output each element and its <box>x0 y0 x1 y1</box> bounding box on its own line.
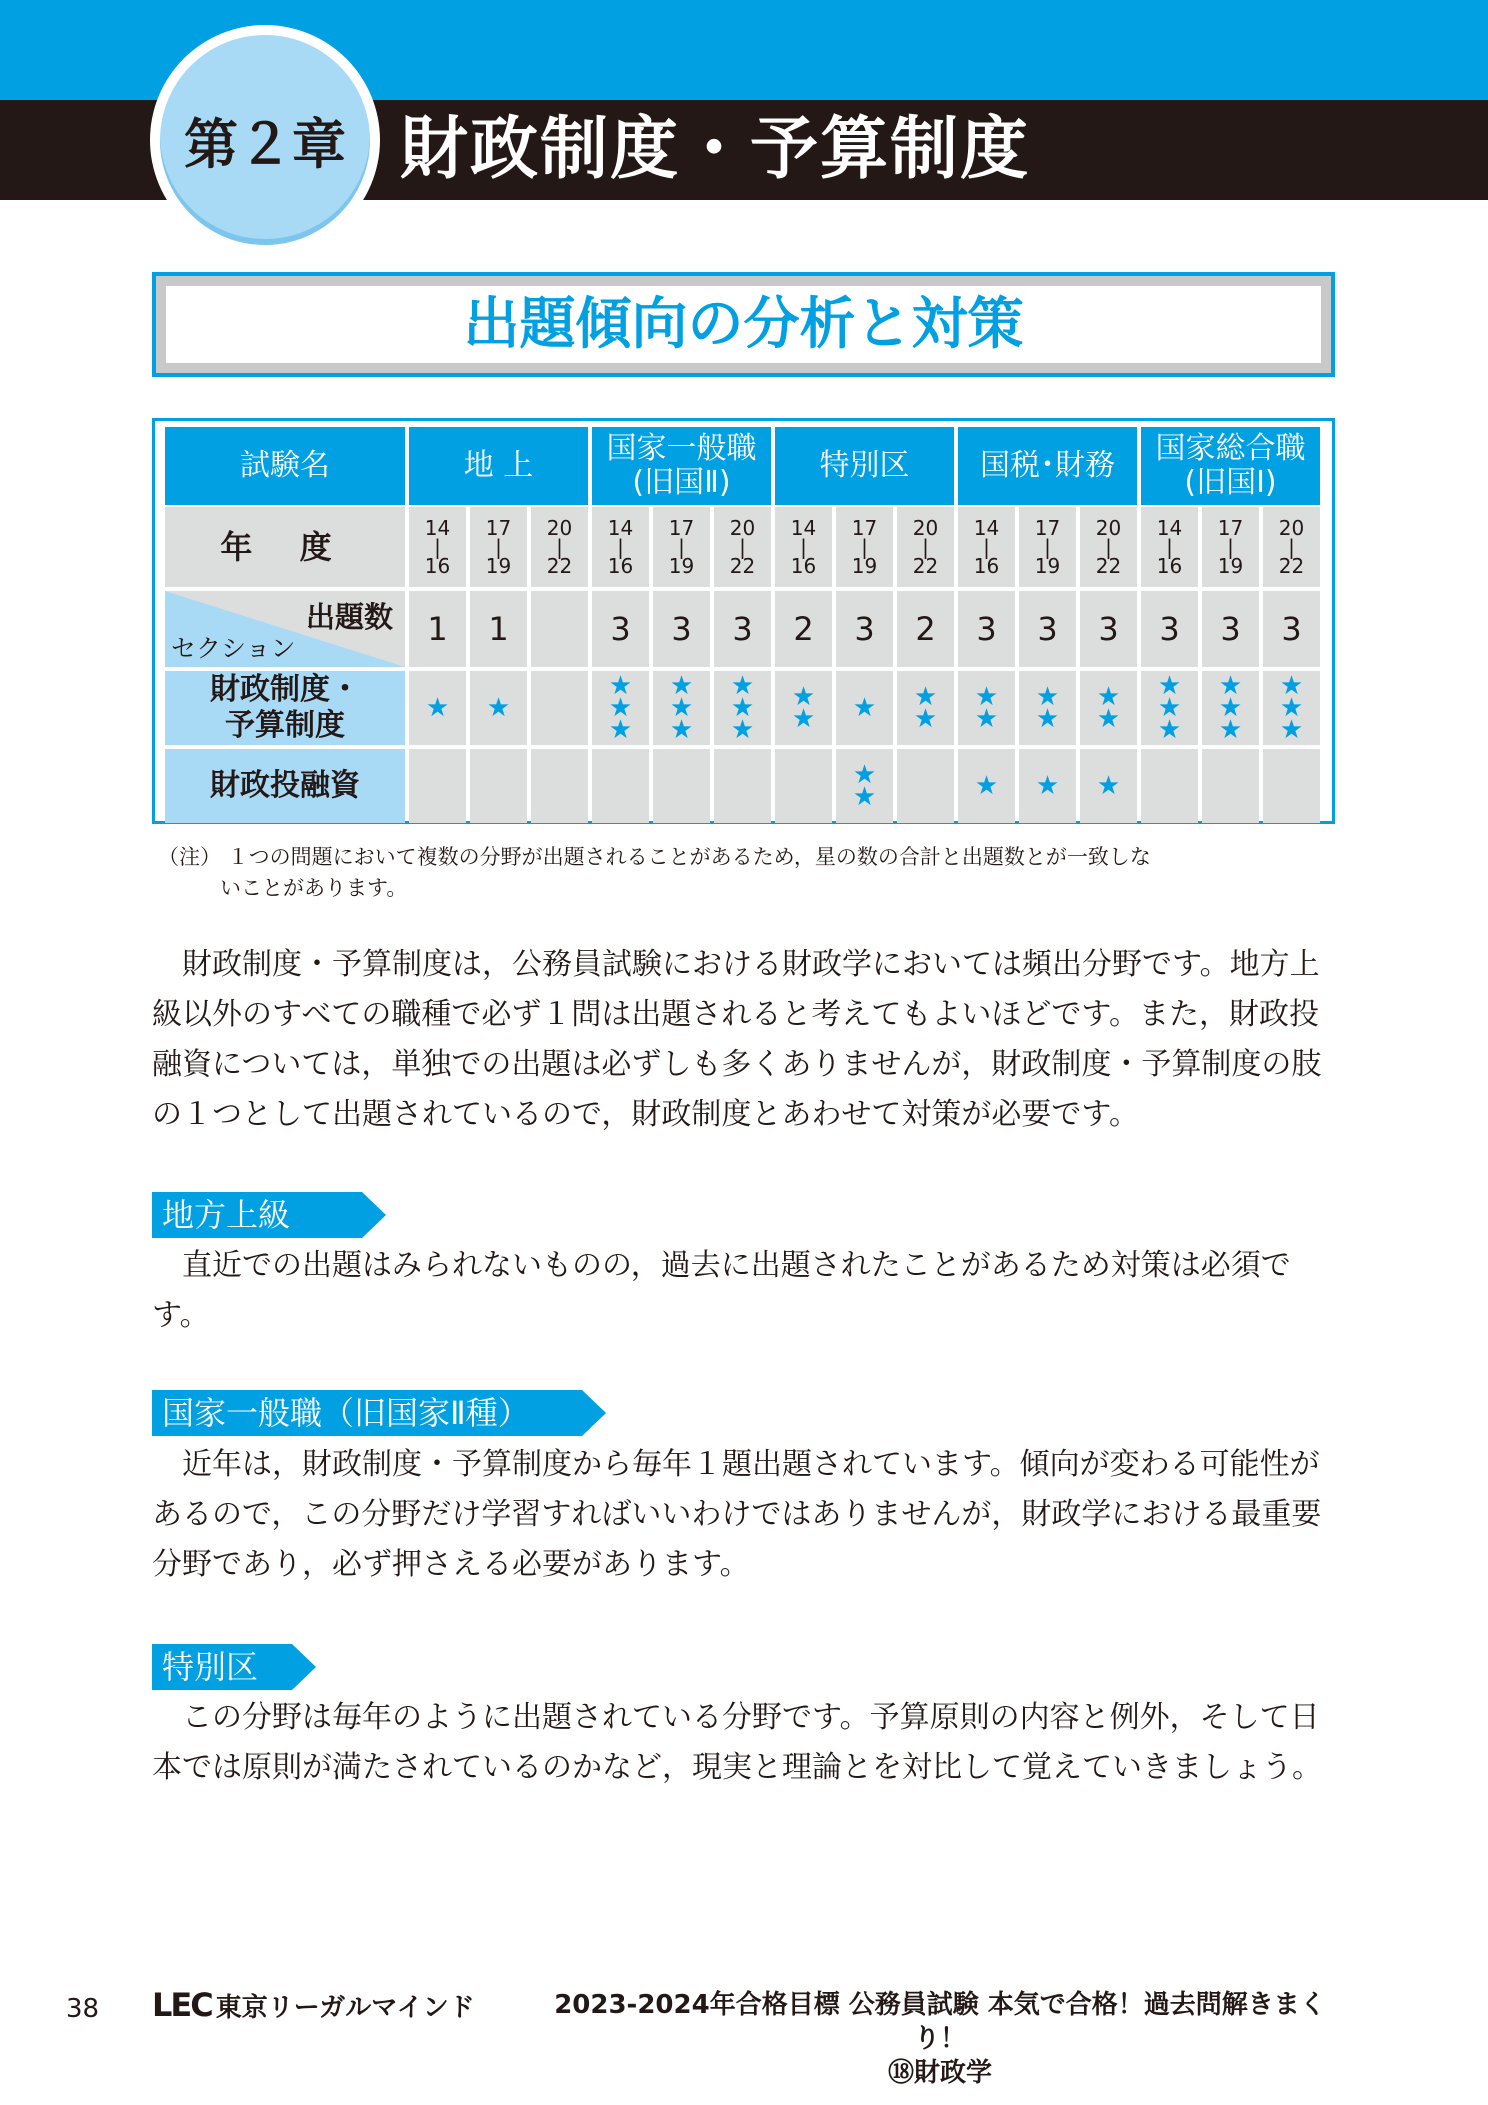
section-text: この分野は毎年のように出題されている分野です。予算原則の内容と例外，そして日本では原則が満たされているのかなど，現実と理論とを対比して覚えていきましょう。 <box>152 1700 1322 1785</box>
question-count: 3 <box>714 587 771 667</box>
star-cell <box>1019 667 1076 745</box>
question-count: 3 <box>1080 587 1137 667</box>
year-range: 14 | 16 <box>958 505 1015 587</box>
note-line: （注） １つの問題において複数の分野が出題されることがあるため，星の数の合計と出題数とが一致しな <box>158 845 1151 869</box>
star-icon: ★ <box>669 671 694 701</box>
star-cell <box>592 745 649 823</box>
star-icon: ★ <box>669 715 694 745</box>
book-title-line: 2023-2024年合格目標 公務員試験 本気で合格！過去問解きまくり！ <box>554 1990 1326 2054</box>
table-count-row <box>165 587 1320 667</box>
book-volume: ⑱財政学 <box>887 2058 992 2088</box>
star-cell <box>836 667 893 745</box>
star-cell <box>1202 745 1259 823</box>
exam-name-header: 試験名 <box>165 427 405 505</box>
star-icon: ★ <box>1096 771 1121 801</box>
table-row <box>165 667 1320 745</box>
star-icon: ★ <box>1035 682 1060 712</box>
section-tag-chiho: 地方上級 <box>152 1192 362 1238</box>
star-icon: ★ <box>852 760 877 790</box>
section-heading-box <box>152 272 1335 377</box>
chapter-title: 財政制度・予算制度 <box>400 110 1031 189</box>
table-row <box>165 745 1320 823</box>
question-count: 1 <box>409 587 466 667</box>
star-icon: ★ <box>974 771 999 801</box>
intro-paragraph: 財政制度・予算制度は，公務員試験における財政学においては頻出分野です。地方上級以外のすべての職種で必ず１問は出題されると考えてもよいほどです。また，財政投融資については，単独での出題は必ずしも多くありませんが，財政制度・予算制度の肢の１つとして出題されているので，財政制度とあわせて対策が必要です。 <box>152 947 1322 1132</box>
year-range: 20 | 22 <box>897 505 954 587</box>
star-cell <box>409 667 466 745</box>
exam-frequency-table <box>152 418 1335 824</box>
star-icon: ★ <box>608 671 633 701</box>
star-icon: ★ <box>1157 693 1182 723</box>
section-tag-kokka-ippan: 国家一般職（旧国家Ⅱ種） <box>152 1390 582 1436</box>
question-count <box>531 587 588 667</box>
star-icon: ★ <box>974 682 999 712</box>
star-cell <box>897 745 954 823</box>
star-icon: ★ <box>730 693 755 723</box>
count-section-header <box>165 587 405 667</box>
publisher-logo <box>152 1988 475 2022</box>
year-range: 20 | 22 <box>531 505 588 587</box>
star-cell <box>409 745 466 823</box>
star-icon: ★ <box>913 704 938 734</box>
question-count: 2 <box>775 587 832 667</box>
year-range: 17 | 19 <box>836 505 893 587</box>
star-icon: ★ <box>1157 715 1182 745</box>
star-cell <box>1141 745 1198 823</box>
year-range: 20 | 22 <box>1080 505 1137 587</box>
star-icon: ★ <box>1218 693 1243 723</box>
question-count: 3 <box>1019 587 1076 667</box>
star-cell <box>1019 745 1076 823</box>
star-cell <box>1263 745 1320 823</box>
star-icon: ★ <box>1096 704 1121 734</box>
star-cell <box>1080 745 1137 823</box>
star-cell <box>592 667 649 745</box>
star-cell <box>958 745 1015 823</box>
year-range: 17 | 19 <box>470 505 527 587</box>
question-count: 3 <box>836 587 893 667</box>
year-range: 20 | 22 <box>1263 505 1320 587</box>
star-cell <box>775 667 832 745</box>
star-cell <box>653 745 710 823</box>
exam-header: 特別区 <box>775 427 954 505</box>
star-cell <box>958 667 1015 745</box>
star-icon: ★ <box>486 693 511 723</box>
section-text: 近年は，財政制度・予算制度から毎年１題出題されています。傾向が変わる可能性があるので，この分野だけ学習すればいいわけではありませんが，財政学における最重要分野であり，必ず押さえる必要があります。 <box>152 1447 1322 1582</box>
star-icon: ★ <box>1218 671 1243 701</box>
table-header-row <box>165 427 1320 505</box>
row-label: 財政投融資 <box>165 745 405 823</box>
star-icon: ★ <box>852 782 877 812</box>
exam-header: 地 上 <box>409 427 588 505</box>
book-title <box>540 1988 1340 2090</box>
page-number: 38 <box>66 1994 100 2024</box>
question-count: 2 <box>897 587 954 667</box>
star-cell <box>1080 667 1137 745</box>
star-cell <box>836 745 893 823</box>
star-icon: ★ <box>974 704 999 734</box>
question-count: 3 <box>1263 587 1320 667</box>
star-icon: ★ <box>1035 704 1060 734</box>
question-count: 3 <box>592 587 649 667</box>
section-label: セクション <box>171 634 296 663</box>
star-cell <box>531 667 588 745</box>
year-range: 14 | 16 <box>592 505 649 587</box>
year-range: 14 | 16 <box>409 505 466 587</box>
star-icon: ★ <box>1279 715 1304 745</box>
question-count: 3 <box>958 587 1015 667</box>
star-icon: ★ <box>1035 771 1060 801</box>
star-icon: ★ <box>791 704 816 734</box>
year-range: 20 | 22 <box>714 505 771 587</box>
star-icon: ★ <box>730 715 755 745</box>
section-heading: 出題傾向の分析と対策 <box>166 286 1321 363</box>
star-cell <box>1263 667 1320 745</box>
year-range: 14 | 16 <box>775 505 832 587</box>
star-icon: ★ <box>1279 671 1304 701</box>
chapter-label: 第２章 <box>184 113 346 176</box>
star-icon: ★ <box>1157 671 1182 701</box>
table-year-row <box>165 505 1320 587</box>
star-icon: ★ <box>791 682 816 712</box>
question-count: 3 <box>1141 587 1198 667</box>
year-header: 年 度 <box>165 505 405 587</box>
star-cell <box>470 745 527 823</box>
star-icon: ★ <box>669 693 694 723</box>
section-text: 直近での出題はみられないものの，過去に出題されたことがあるため対策は必須です。 <box>152 1248 1291 1333</box>
exam-header: 国家総合職 (旧国Ⅰ) <box>1141 427 1320 505</box>
row-label: 財政制度・ 予算制度 <box>165 667 405 745</box>
exam-header: 国家一般職 (旧国Ⅱ) <box>592 427 771 505</box>
publisher-name: 東京リーガルマインド <box>215 1993 475 2023</box>
year-range: 17 | 19 <box>1202 505 1259 587</box>
star-icon: ★ <box>852 693 877 723</box>
star-cell <box>470 667 527 745</box>
question-count: 3 <box>653 587 710 667</box>
star-cell <box>1202 667 1259 745</box>
section-tag-tokubetsuku: 特別区 <box>152 1644 292 1690</box>
star-cell <box>714 745 771 823</box>
star-icon: ★ <box>1279 693 1304 723</box>
exam-header: 国税･財務 <box>958 427 1137 505</box>
question-count: 3 <box>1202 587 1259 667</box>
star-cell <box>531 745 588 823</box>
count-label: 出題数 <box>305 600 393 634</box>
star-cell <box>653 667 710 745</box>
star-icon: ★ <box>1218 715 1243 745</box>
lec-logo-mark: LEC <box>152 1986 212 2024</box>
star-icon: ★ <box>425 693 450 723</box>
star-icon: ★ <box>730 671 755 701</box>
question-count: 1 <box>470 587 527 667</box>
star-icon: ★ <box>608 715 633 745</box>
star-cell <box>775 745 832 823</box>
year-range: 17 | 19 <box>1019 505 1076 587</box>
table-note <box>158 842 1338 904</box>
star-icon: ★ <box>608 693 633 723</box>
star-cell <box>897 667 954 745</box>
year-range: 14 | 16 <box>1141 505 1198 587</box>
star-cell <box>714 667 771 745</box>
year-range: 17 | 19 <box>653 505 710 587</box>
note-line: いことがあります。 <box>220 876 408 900</box>
star-icon: ★ <box>913 682 938 712</box>
star-icon: ★ <box>1096 682 1121 712</box>
star-cell <box>1141 667 1198 745</box>
